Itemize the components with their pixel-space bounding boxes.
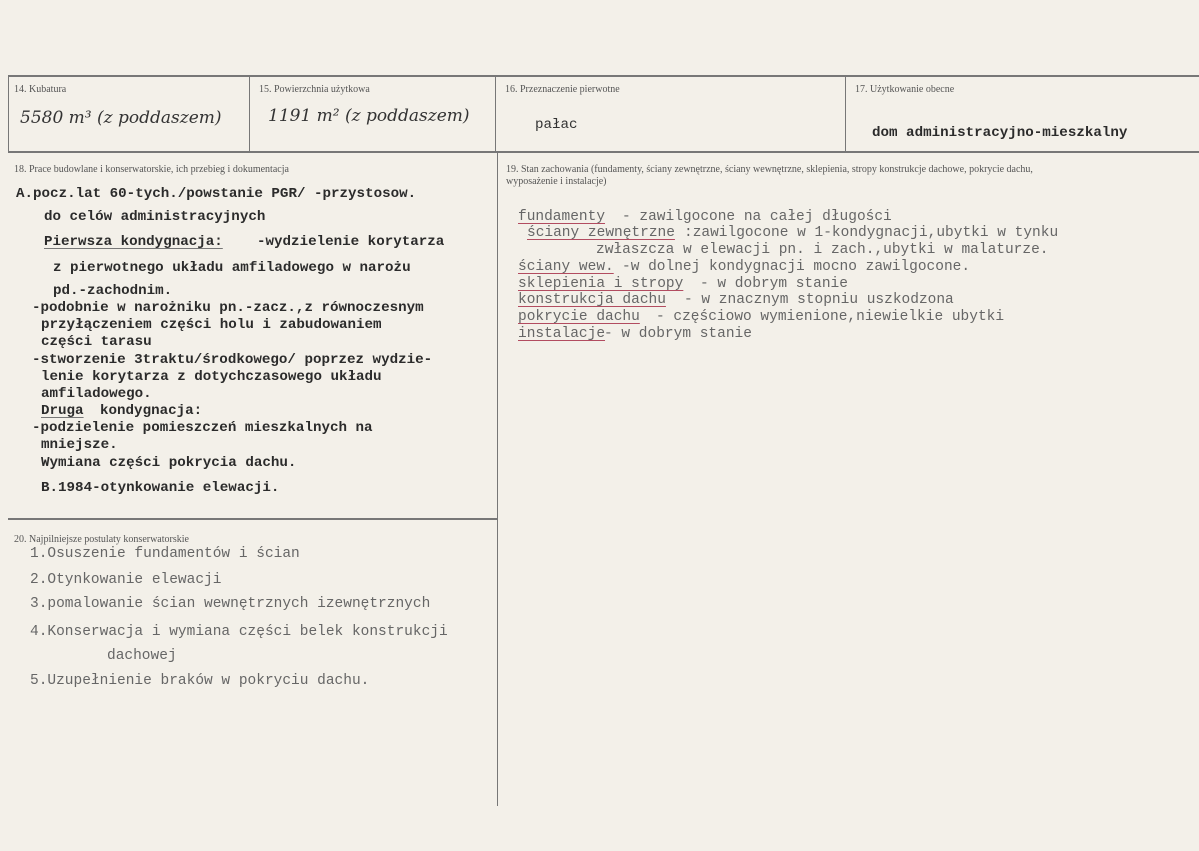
prace-line: Druga — [41, 403, 84, 419]
stan-text: - w znacznym stopniu uszkodzona — [684, 292, 954, 308]
col-divider-main — [497, 153, 498, 806]
przeznaczenie-value: pałac — [535, 117, 578, 133]
przeznaczenie-label: 16. Przeznaczenie pierwotne — [505, 84, 620, 95]
postulat-item: 4.Konserwacja i wymiana części belek konstrukcji — [30, 624, 448, 640]
prace-line: -wydzielenie korytarza — [257, 234, 445, 250]
prace-line: -podobnie w narożniku pn.-zacz.,z równoczesnym — [32, 300, 424, 316]
stan-label: 19. Stan zachowania (fundamenty, ściany zewnętrzne, ściany wewnętrzne, sklepienia, stropy konstrukcje dachowe, pokrycie dachu, wyposażenie i instalacje) — [506, 164, 1033, 187]
col-divider-14-15 — [249, 77, 250, 151]
stan-text: -w dolnej kondygnacji mocno zawilgocone. — [622, 259, 971, 275]
prace-line: do celów administracyjnych — [44, 209, 266, 225]
prace-line: Wymiana części pokrycia dachu. — [41, 455, 297, 471]
postulaty-label: 20. Najpilniejsze postulaty konserwatorskie — [14, 534, 189, 545]
stan-term: ściany zewnętrzne — [527, 225, 675, 241]
stan-term: instalacje — [518, 326, 606, 342]
postulat-item: 3.pomalowanie ścian wewnętrznych izewnętrznych — [30, 596, 431, 612]
prace-line: przyłączeniem części holu i zabudowaniem — [41, 317, 382, 333]
stan-term: sklepienia i stropy — [518, 276, 684, 292]
row-divider — [8, 151, 1199, 153]
stan-text: - w dobrym stanie — [604, 326, 752, 342]
stan-text: - zawilgocone na całej długości — [622, 209, 892, 225]
postulat-item: dachowej — [107, 648, 177, 664]
kubatura-label: 14. Kubatura — [14, 84, 67, 95]
powierzchnia-label: 15. Powierzchnia użytkowa — [259, 84, 370, 95]
prace-line: z pierwotnego układu amfiladowego w narożu — [53, 260, 411, 276]
col-divider-15-16 — [495, 77, 496, 151]
prace-line: części tarasu — [41, 334, 152, 350]
prace-line: B.1984-otynkowanie elewacji. — [41, 480, 280, 496]
postulat-item: 5.Uzupełnienie braków w pokryciu dachu. — [30, 673, 370, 689]
stan-term: ściany wew. — [518, 259, 614, 275]
stan-term: fundamenty — [518, 209, 606, 225]
uzytkowanie-value: dom administracyjno-mieszkalny — [872, 125, 1128, 141]
col-divider-16-17 — [845, 77, 846, 151]
prace-line: Pierwsza kondygnacja: — [44, 234, 223, 250]
section-20-rule — [8, 518, 497, 520]
stan-term: pokrycie dachu — [518, 309, 640, 325]
kubatura-value: 5580 m³ (z poddaszem) — [20, 108, 222, 128]
prace-line: mniejsze. — [41, 437, 118, 453]
stan-text: - częściowo wymienione,niewielkie ubytki — [656, 309, 1005, 325]
prace-line: A.pocz.lat 60-tych./powstanie PGR/ -przystosow. — [16, 186, 417, 202]
prace-label: 18. Prace budowlane i konserwatorskie, ich przebieg i dokumentacja — [14, 164, 289, 175]
stan-term: konstrukcja dachu — [518, 292, 666, 308]
powierzchnia-value: 1191 m² (z poddaszem) — [268, 106, 470, 126]
stan-text: zwłaszcza w elewacji pn. i zach.,ubytki w malaturze. — [596, 242, 1049, 258]
uzytkowanie-label: 17. Użytkowanie obecne — [855, 84, 955, 95]
prace-line: pd.-zachodnim. — [53, 283, 173, 299]
postulat-item: 2.Otynkowanie elewacji — [30, 572, 222, 588]
prace-line: -podzielenie pomieszczeń mieszkalnych na — [32, 420, 373, 436]
left-edge — [8, 77, 9, 152]
prace-line: lenie korytarza z dotychczasowego układu — [41, 369, 382, 385]
stan-text: - w dobrym stanie — [700, 276, 848, 292]
stan-text: :zawilgocone w 1-kondygnacji,ubytki w tynku — [684, 225, 1059, 241]
prace-line: amfiladowego. — [41, 386, 152, 402]
prace-line: -stworzenie 3traktu/środkowego/ poprzez wydzie- — [32, 352, 433, 368]
postulat-item: 1.Osuszenie fundamentów i ścian — [30, 546, 300, 562]
top-rule — [8, 75, 1199, 77]
prace-line: kondygnacja: — [100, 403, 203, 419]
